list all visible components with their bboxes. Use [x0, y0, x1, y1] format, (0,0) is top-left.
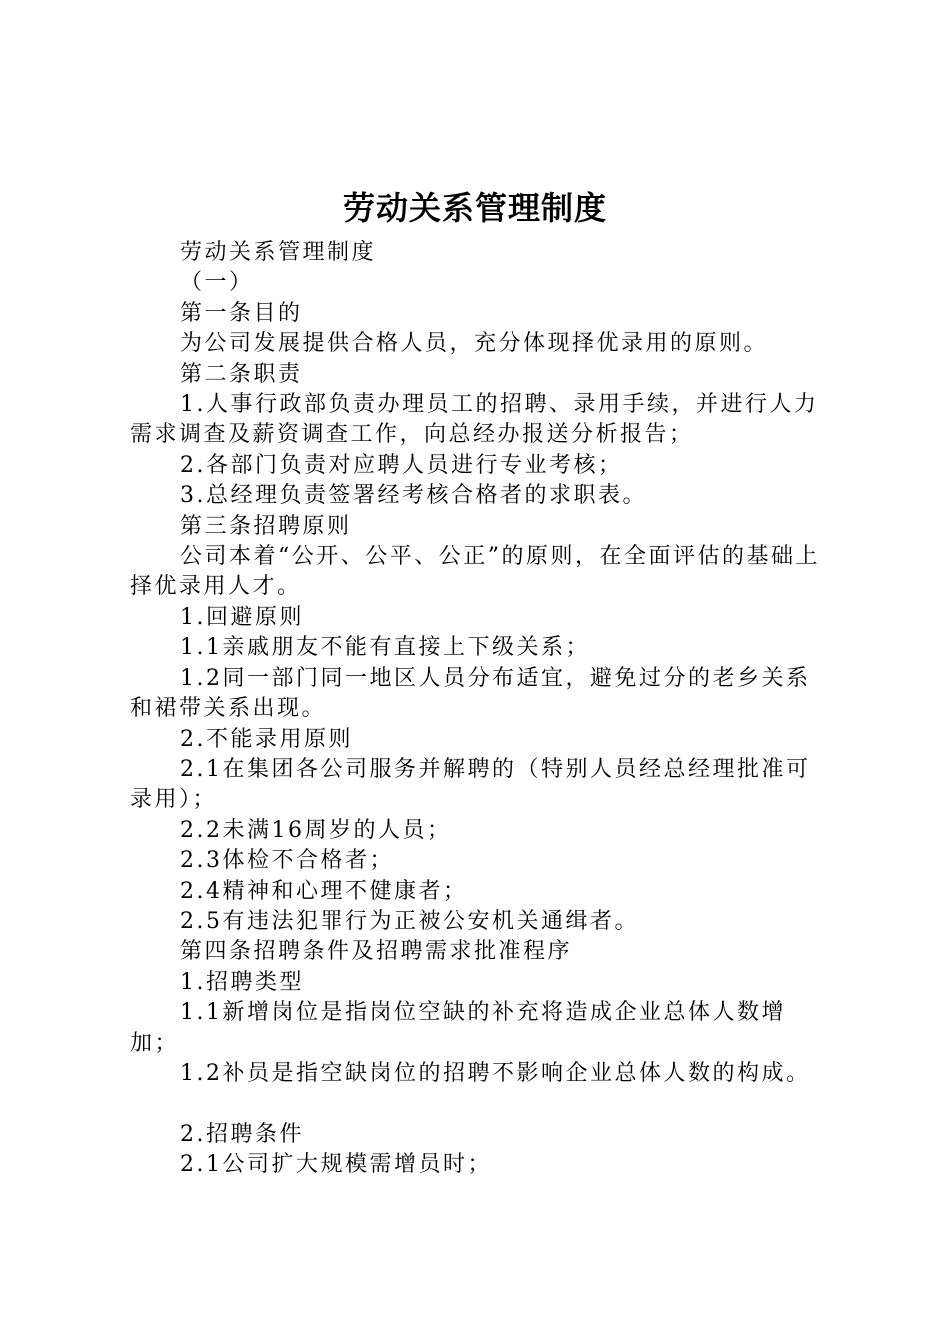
document-body	[130, 238, 830, 1181]
paragraph: 1.1亲戚朋友不能有直接上下级关系；	[180, 635, 590, 661]
blank-line	[130, 1089, 830, 1119]
paragraph: 2.招聘条件	[180, 1121, 304, 1147]
paragraph: 第三条招聘原则	[180, 513, 352, 539]
paragraph: 第四条招聘条件及招聘需求批准程序	[180, 939, 573, 965]
paragraph: 第一条目的	[180, 300, 303, 326]
document-title: 劳动关系管理制度	[342, 189, 607, 227]
paragraph: 1.招聘类型	[180, 969, 304, 995]
paragraph: 2.5有违法犯罪行为正被公安机关通缉者。	[180, 908, 639, 934]
paragraph: （一）	[180, 270, 254, 296]
paragraph: 公司本着“公开、公平、公正”的原则，在全面评估的基础上择优录用人才。	[130, 544, 820, 600]
paragraph: 2.3体检不合格者；	[180, 848, 394, 874]
paragraph: 2.各部门负责对应聘人员进行专业考核；	[180, 452, 623, 478]
paragraph: 1.人事行政部负责办理员工的招聘、录用手续，并进行人力需求调查及薪资调查工作，向总经办报送分析报告；	[130, 392, 819, 448]
paragraph: 2.不能录用原则	[180, 726, 353, 752]
paragraph: 2.1公司扩大规模需增员时；	[180, 1152, 492, 1178]
paragraph: 为公司发展提供合格人员，充分体现择优录用的原则。	[180, 331, 769, 357]
paragraph: 1.回避原则	[180, 604, 304, 630]
paragraph: 1.1新增岗位是指岗位空缺的补充将造成企业总体人数增加；	[130, 1000, 786, 1056]
paragraph: 第二条职责	[180, 361, 303, 387]
paragraph: 2.4精神和心理不健康者；	[180, 878, 468, 904]
paragraph: 3.总经理负责签署经考核合格者的求职表。	[180, 483, 647, 509]
paragraph: 2.2未满16周岁的人员；	[180, 817, 452, 843]
paragraph: 劳动关系管理制度	[180, 240, 377, 265]
paragraph: 1.2补员是指空缺岗位的招聘不影响企业总体人数的构成。	[180, 1060, 811, 1086]
paragraph: 1.2同一部门同一地区人员分布适宜，避免过分的老乡关系和裙带关系出现。	[130, 665, 811, 722]
paragraph: 2.1在集团各公司服务并解聘的（特别人员经总经理批准可录用）；	[130, 756, 811, 813]
